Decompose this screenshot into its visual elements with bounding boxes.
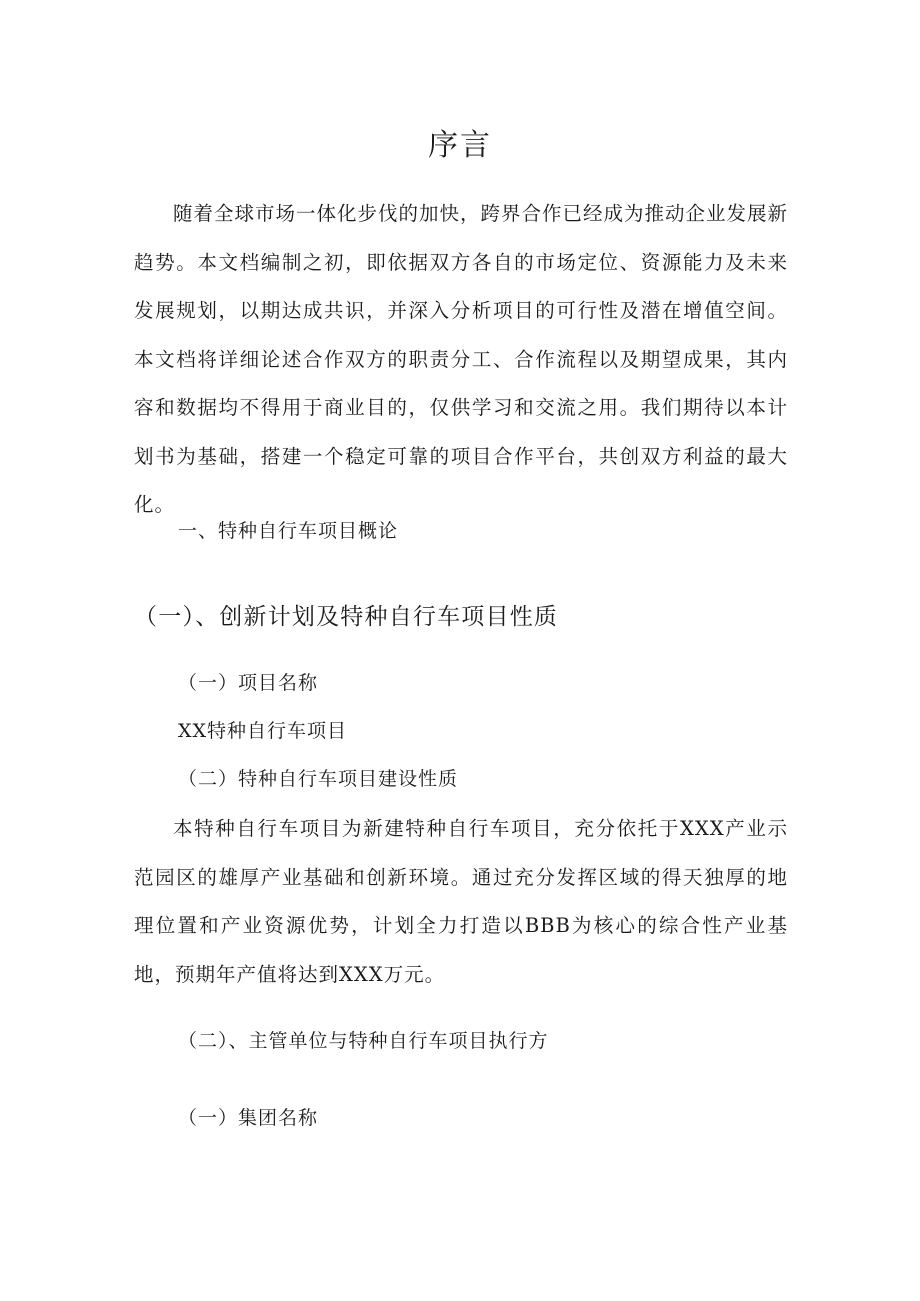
preface-paragraph: 随着全球市场一体化步伐的加快，跨界合作已经成为推动企业发展新趋势。本文档编制之初，即依据双方各自的市场定位、资源能力及未来发展规划，以期达成共识，并深入分析项目的可行性及潜在增值空间。本文档将详细论述合作双方的职责分工、合作流程以及期望成果，其内容和数据均不得用于商业目的，仅供学习和交流之用。我们期待以本计划书为基础，搭建一个稳定可靠的项目合作平台，共创双方利益的最大化。 — [134, 202, 789, 516]
section-heading: 一、特种自行车项目概论 — [178, 520, 399, 542]
project-nature-paragraph: 本特种自行车项目为新建特种自行车项目，充分依托于XXX产业示范园区的雄厚产业基础和创新环境。通过充分发挥区域的得天独厚的地理位置和产业资源优势，计划全力打造以BBB为核心的综合性产业基地，预期年产值将达到XXX万元。 — [134, 817, 788, 986]
project-name-value: XX特种自行车项目 — [178, 720, 348, 742]
project-nature-heading: （二）特种自行车项目建设性质 — [178, 768, 459, 790]
group-name-heading: （一）集团名称 — [178, 1107, 319, 1129]
page-title: 序言 — [428, 128, 492, 163]
subsection-heading-2: （二）、主管单位与特种自行车项目执行方 — [178, 1030, 549, 1052]
project-name-heading: （一）项目名称 — [178, 672, 319, 694]
subsection-heading: （一）、创新计划及特种自行车项目性质 — [134, 604, 559, 630]
